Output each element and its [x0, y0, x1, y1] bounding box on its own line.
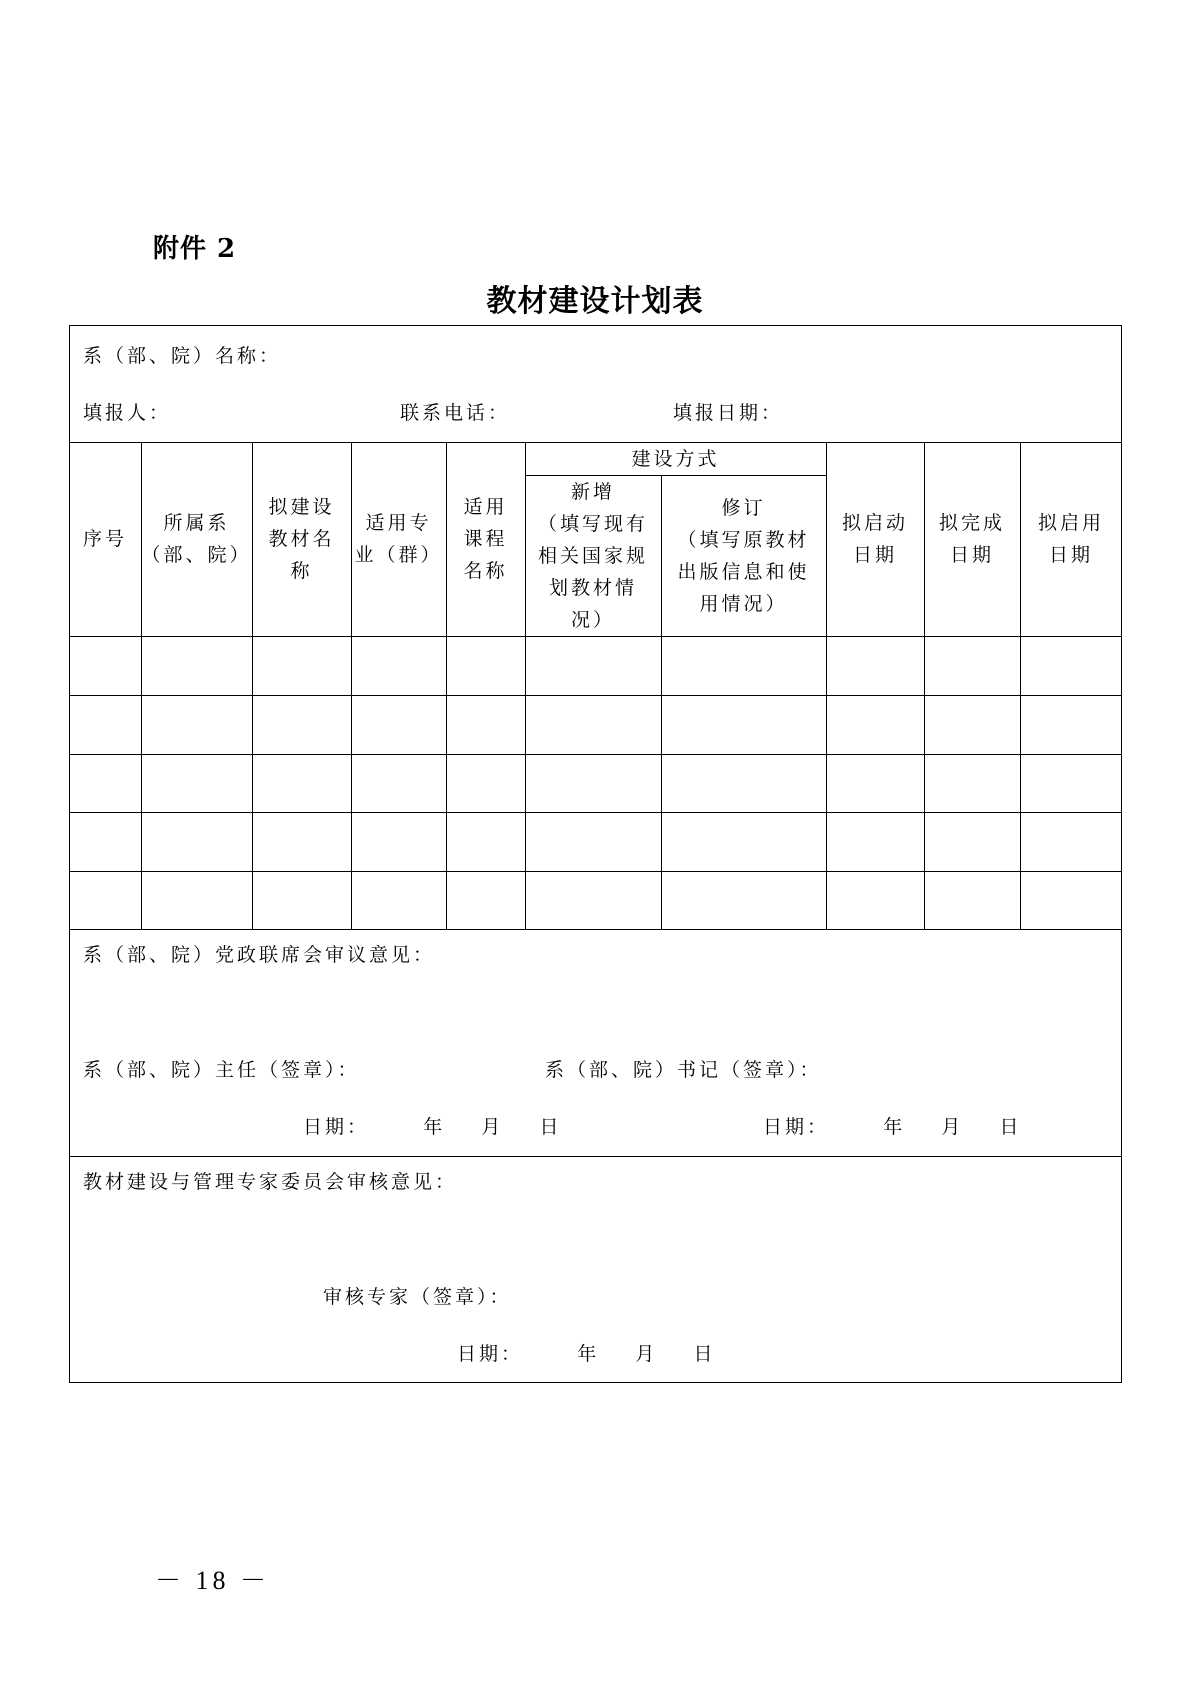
table-cell[interactable] [446, 695, 525, 754]
fill-date-label: 填报日期： [673, 402, 784, 424]
table-cell[interactable] [661, 754, 826, 812]
table-cell[interactable] [661, 636, 826, 695]
filler-field[interactable] [170, 393, 390, 425]
table-cell[interactable] [351, 754, 446, 812]
table-cell[interactable] [826, 871, 924, 929]
attachment-label: 附件 2 [153, 234, 237, 264]
dept-review-label: 系（部、院）党政联席会审议意见： [83, 944, 436, 966]
table-cell[interactable] [525, 754, 661, 812]
header-start-date: 拟启动 日期 [841, 512, 908, 566]
header-course-name: 适用 课程 名称 [463, 496, 508, 582]
table-cell[interactable] [69, 812, 141, 871]
table-cell[interactable] [141, 636, 252, 695]
table-cell[interactable] [1020, 871, 1122, 929]
expert-review-field[interactable] [80, 1200, 1110, 1280]
table-cell[interactable] [446, 871, 525, 929]
expert-date-label: 日期： 年 月 日 [457, 1343, 716, 1365]
table-cell[interactable] [141, 754, 252, 812]
table-cell[interactable] [826, 812, 924, 871]
table-cell[interactable] [69, 636, 141, 695]
table-cell[interactable] [1020, 636, 1122, 695]
table-cell[interactable] [351, 695, 446, 754]
table-cell[interactable] [661, 871, 826, 929]
table-cell[interactable] [661, 812, 826, 871]
table-cell[interactable] [1020, 812, 1122, 871]
table-cell[interactable] [252, 812, 351, 871]
table-cell[interactable] [252, 636, 351, 695]
secretary-date-label: 日期： 年 月 日 [763, 1116, 1022, 1138]
divider [69, 929, 1122, 930]
table-cell[interactable] [351, 871, 446, 929]
dept-name-label: 系（部、院）名称： [83, 345, 282, 367]
table-cell[interactable] [1020, 695, 1122, 754]
table-cell[interactable] [252, 695, 351, 754]
filler-label: 填报人： [83, 402, 172, 424]
table-cell[interactable] [252, 754, 351, 812]
table-cell[interactable] [525, 812, 661, 871]
fill-date-field[interactable] [790, 393, 1110, 425]
dept-review-field[interactable] [80, 975, 1110, 1050]
table-cell[interactable] [826, 754, 924, 812]
table-cell[interactable] [69, 754, 141, 812]
table-cell[interactable] [525, 695, 661, 754]
table-cell[interactable] [141, 871, 252, 929]
table-cell[interactable] [1020, 754, 1122, 812]
table-cell[interactable] [661, 695, 826, 754]
header-major: 适用专 业（群） [354, 512, 443, 566]
phone-label: 联系电话： [400, 402, 511, 424]
table-cell[interactable] [826, 695, 924, 754]
table-cell[interactable] [924, 871, 1020, 929]
expert-sign-label: 审核专家（签章）： [323, 1286, 512, 1308]
director-date-label: 日期： 年 月 日 [303, 1116, 562, 1138]
divider [69, 1156, 1122, 1157]
header-construction-mode: 建设方式 [631, 447, 720, 470]
table-cell[interactable] [525, 636, 661, 695]
dept-name-field[interactable] [280, 336, 1100, 368]
page-number: － 18 － [155, 1566, 271, 1595]
page-title: 教材建设计划表 [486, 284, 704, 319]
director-sign-label: 系（部、院）主任（签章）： [83, 1059, 360, 1081]
table-cell[interactable] [446, 636, 525, 695]
header-revise: 修订 （填写原教材 出版信息和使 用情况） [677, 496, 810, 615]
table-cell[interactable] [69, 695, 141, 754]
header-serial-no: 序号 [82, 528, 127, 550]
table-cell[interactable] [525, 871, 661, 929]
table-cell[interactable] [69, 871, 141, 929]
table-cell[interactable] [924, 695, 1020, 754]
table-cell[interactable] [141, 812, 252, 871]
table-cell[interactable] [924, 754, 1020, 812]
table-cell[interactable] [924, 812, 1020, 871]
phone-field[interactable] [510, 393, 660, 425]
secretary-sign-label: 系（部、院）书记（签章）： [545, 1059, 822, 1081]
table-cell[interactable] [141, 695, 252, 754]
table-cell[interactable] [826, 636, 924, 695]
table-cell[interactable] [351, 812, 446, 871]
table-cell[interactable] [446, 812, 525, 871]
header-textbook-name: 拟建设 教材名 称 [268, 496, 335, 582]
expert-review-label: 教材建设与管理专家委员会审核意见： [83, 1171, 458, 1193]
table-cell[interactable] [252, 871, 351, 929]
header-department: 所属系 （部、院） [141, 512, 252, 566]
table-cell[interactable] [351, 636, 446, 695]
header-new: 新增 （填写现有 相关国家规 划教材情 况） [537, 480, 648, 631]
header-finish-date: 拟完成 日期 [938, 512, 1005, 566]
table-cell[interactable] [446, 754, 525, 812]
table-cell[interactable] [924, 636, 1020, 695]
header-use-date: 拟启用 日期 [1037, 512, 1104, 566]
